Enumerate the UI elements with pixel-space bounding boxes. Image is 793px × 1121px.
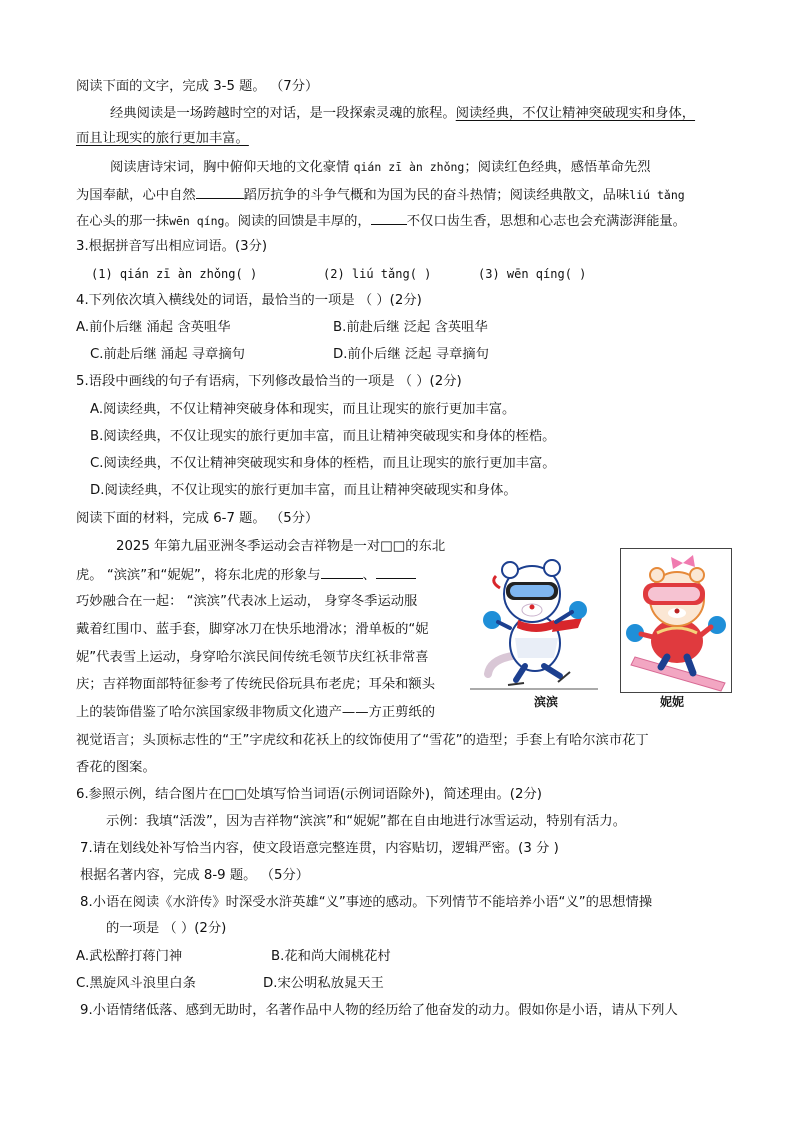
reading-instruction-8-9: 根据名著内容，完成 8-9 题。 （5分） bbox=[80, 868, 310, 883]
question-5-option-c: C.阅读经典，不仅让精神突破现实和身体的桎梏，而且让现实的旅行更加丰富。 bbox=[90, 456, 556, 471]
fill-blank-2 bbox=[371, 210, 407, 225]
material-line: 庆；吉祥物面部特征参考了传统民俗玩具布老虎；耳朵和额头 bbox=[76, 677, 436, 692]
question-4-option-b: B.前赴后继 泛起 含英咀华 bbox=[333, 320, 488, 335]
question-6-example: 示例：我填“活泼”，因为吉祥物“滨滨”和“妮妮”都在自由地进行冰雪运动，特别有活力。 bbox=[106, 814, 627, 829]
passage-paragraph-1 bbox=[110, 104, 695, 124]
material-text: 虎。 “滨滨”和“妮妮”，将东北虎的形象与 bbox=[76, 568, 321, 583]
material-line: 妮”代表雪上运动，身穿哈尔滨民间传统毛领节庆红袄非常喜 bbox=[76, 650, 429, 665]
material-line: 视觉语言；头顶标志性的“王”字虎纹和花袄上的纹饰使用了“雪花”的造型；手套上有哈尔滨市花丁 bbox=[76, 733, 649, 748]
question-4-option-d: D.前仆后继 泛起 寻章摘句 bbox=[333, 347, 489, 362]
question-3-item-2: (2) liú tǎng( ) bbox=[323, 267, 432, 281]
question-3-item-1: (1) qián zī àn zhǒng( ) bbox=[91, 267, 258, 281]
fill-blank-3 bbox=[321, 564, 363, 579]
question-8-option-c: C.黑旋风斗浪里白条 bbox=[76, 976, 196, 991]
mascot-nini-caption: 妮妮 bbox=[659, 695, 684, 709]
question-3: 3.根据拼音写出相应词语。(3分) bbox=[76, 239, 268, 254]
material-line: 巧妙融合在一起： “滨滨”代表冰上运动， 身穿冬季运动服 bbox=[76, 594, 418, 609]
passage-line bbox=[76, 210, 686, 232]
question-5-option-d: D.阅读经典，不仅让现实的旅行更加丰富，而且让精神突破现实和身体。 bbox=[90, 483, 517, 498]
material-text: 、 bbox=[362, 568, 376, 583]
pinyin-1: qián zī àn zhǒng bbox=[353, 160, 465, 174]
question-4: 4.下列依次填入横线处的词语，最恰当的一项是 （ ）(2分) bbox=[76, 293, 422, 308]
question-9: 9.小语情绪低落、感到无助时，名著作品中人物的经历给了他奋发的动力。假如你是小语，请从下列人 bbox=[80, 1003, 678, 1018]
question-7: 7.请在划线处补写恰当内容，使文段语意完整连贯，内容贴切，逻辑严密。(3 分 ) bbox=[80, 841, 559, 856]
passage-paragraph-2 bbox=[110, 157, 651, 178]
question-6: 6.参照示例，结合图片在□□处填写恰当词语(示例词语除外)，简述理由。(2分) bbox=[76, 787, 542, 802]
mascot-binbin-image bbox=[470, 548, 600, 693]
passage-text: 阅读唐诗宋词，胸中俯仰天地的文化豪情 bbox=[110, 160, 354, 175]
passage-text: 为国奉献，心中自然 bbox=[76, 188, 196, 203]
question-8: 8.小语在阅读《水浒传》时深受水浒英雄“义”事迹的感动。下列情节不能培养小语“义”的思想情操 bbox=[80, 895, 653, 910]
question-8-option-d: D.宋公明私放晁天王 bbox=[263, 976, 384, 991]
passage-text: 在心头的那一抹 bbox=[76, 214, 170, 229]
mascot-binbin-caption: 滨滨 bbox=[533, 695, 558, 709]
passage-line bbox=[76, 184, 685, 206]
material-line: 戴着红围巾、蓝手套，脚穿冰刀在快乐地滑冰；滑单板的“妮 bbox=[76, 622, 429, 637]
question-5-option-a: A.阅读经典，不仅让精神突破身体和现实，而且让现实的旅行更加丰富。 bbox=[90, 402, 516, 417]
question-4-option-a: A.前仆后继 涌起 含英咀华 bbox=[76, 320, 231, 335]
material-line: 上的装饰借鉴了哈尔滨国家级非物质文化遗产——方正剪纸的 bbox=[76, 705, 436, 720]
pinyin-3: wēn qíng bbox=[169, 214, 225, 228]
question-4-option-c: C.前赴后继 涌起 寻章摘句 bbox=[90, 347, 245, 362]
material-line bbox=[76, 564, 416, 586]
material-line: 香花的图案。 bbox=[76, 760, 156, 775]
question-8-option-a: A.武松醉打蒋门神 bbox=[76, 949, 183, 964]
passage-text: 。阅读的回馈是丰厚的， bbox=[224, 214, 371, 229]
reading-instruction-6-7: 阅读下面的材料，完成 6-7 题。 （5分） bbox=[76, 511, 319, 526]
question-8-continued: 的一项是 （ ）(2分) bbox=[106, 921, 227, 936]
underlined-sentence-part2: 而且让现实的旅行更加丰富。 bbox=[76, 131, 249, 146]
question-5-option-b: B.阅读经典，不仅让现实的旅行更加丰富，而且让精神突破现实和身体的桎梏。 bbox=[90, 429, 556, 444]
material-line: 2025 年第九届亚洲冬季运动会吉祥物是一对□□的东北 bbox=[116, 539, 446, 554]
passage-text: 经典阅读是一场跨越时空的对话，是一段探索灵魂的旅程。 bbox=[110, 106, 456, 121]
mascot-nini-image bbox=[620, 548, 732, 693]
question-8-option-b: B.花和尚大闹桃花村 bbox=[271, 949, 391, 964]
passage-text: 蹈厉抗争的斗争气概和为国为民的奋斗热情；阅读经典散文，品味 bbox=[243, 188, 630, 203]
passage-text: 不仅口齿生香，思想和心志也会充满澎湃能量。 bbox=[406, 214, 686, 229]
question-5: 5.语段中画线的句子有语病，下列修改最恰当的一项是 （ ）(2分) bbox=[76, 374, 462, 389]
question-3-item-3: (3) wēn qíng( ) bbox=[478, 267, 587, 281]
passage-text: ；阅读红色经典，感悟革命先烈 bbox=[464, 160, 651, 175]
underlined-sentence-part1: 阅读经典，不仅让精神突破现实和身体， bbox=[455, 106, 696, 121]
reading-instruction-3-5: 阅读下面的文字，完成 3-5 题。 （7分） bbox=[76, 79, 319, 94]
fill-blank-1 bbox=[196, 184, 244, 199]
fill-blank-4 bbox=[376, 564, 416, 579]
pinyin-2: liú tǎng bbox=[629, 188, 685, 202]
